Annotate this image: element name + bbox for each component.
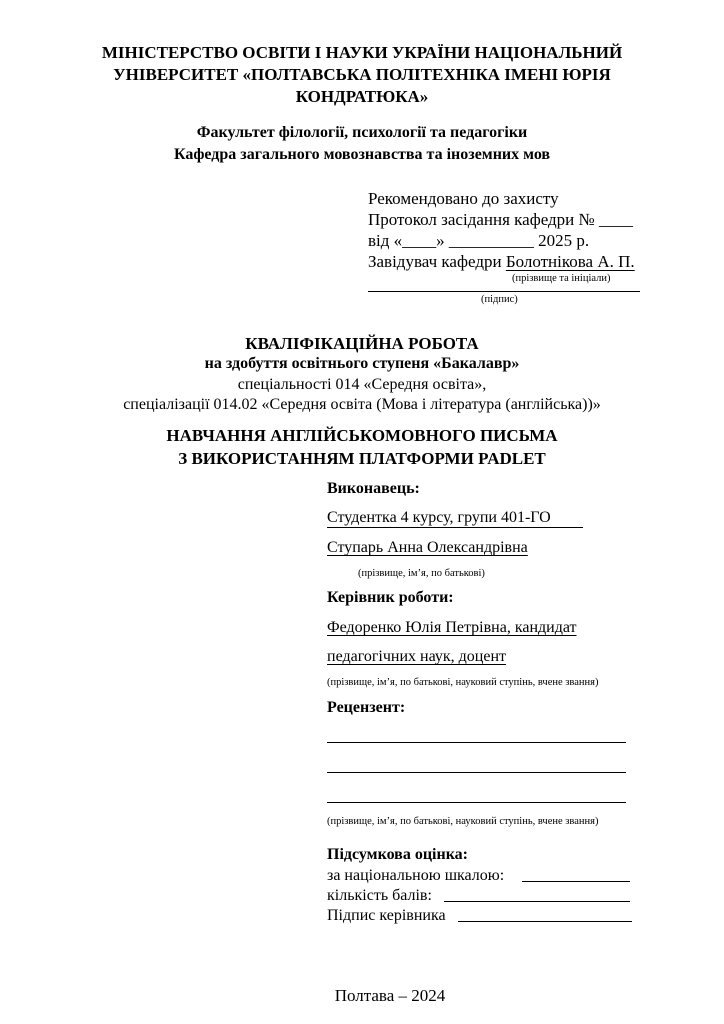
signature-line (368, 291, 640, 292)
specialization: спеціалізації 014.02 «Середня освіта (Мова і література (англійська))» (123, 396, 601, 413)
head-of-department (368, 253, 635, 270)
department: Кафедра загального мовознавства та іноземних мов (173, 146, 551, 163)
grade-points-line (444, 901, 630, 902)
performer-group: Студентка 4 курсу, групи 401-ГО (327, 509, 551, 526)
performer-group-underline (327, 527, 583, 528)
grade-signature-line (458, 921, 632, 922)
work-type: КВАЛІФІКАЦІЙНА РОБОТА (245, 334, 479, 353)
ministry-line-2: УНІВЕРСИТЕТ «ПОЛТАВСЬКА ПОЛІТЕХНІКА ІМЕНІ ЮРІЯ (113, 65, 611, 84)
protocol-text: Протокол засідання кафедри № ____ (368, 210, 634, 229)
head-name: Болотнікова А. П. (505, 252, 635, 271)
topic-line-2: З ВИКОРИСТАННЯМ ПЛАТФОРМИ PADLET (178, 449, 546, 468)
reviewer-line-2 (327, 772, 626, 773)
head-caption: (прізвище та ініціали) (512, 273, 611, 284)
supervisor-line-1: Федоренко Юлія Петрівна, кандидат (327, 619, 577, 636)
faculty: Факультет філології, психології та педагогіки (196, 124, 528, 141)
grade-signature: Підпис керівника (327, 907, 446, 924)
grade-label: Підсумкова оцінка: (327, 846, 468, 863)
supervisor-caption: (прізвище, ім’я, по батькові, науковий ступінь, вчене звання) (327, 677, 599, 688)
specialty: спеціальності 014 «Середня освіта», (237, 376, 487, 393)
grade-national-line (522, 881, 630, 882)
ministry-line-3: КОНДРАТЮКА» (295, 87, 429, 106)
performer-name: Ступарь Анна Олександрівна (327, 539, 528, 556)
performer-caption: (прізвище, ім’я, по батькові) (358, 568, 485, 579)
supervisor-line-2: педагогічних наук, доцент (327, 648, 507, 665)
performer-label: Виконавець: (327, 480, 420, 497)
city-year: Полтава – 2024 (334, 986, 446, 1005)
recommended-text: Рекомендовано до захисту (368, 189, 559, 208)
supervisor-label: Керівник роботи: (327, 589, 454, 606)
reviewer-label: Рецензент: (327, 699, 406, 716)
reviewer-line-1 (327, 742, 626, 743)
grade-national: за національною шкалою: (327, 867, 505, 884)
reviewer-caption: (прізвище, ім’я, по батькові, науковий ступінь, вчене звання) (327, 816, 599, 827)
degree: на здобуття освітнього ступеня «Бакалавр» (204, 355, 520, 372)
date-text: від «____» __________ 2025 р. (368, 231, 590, 250)
topic-line-1: НАВЧАННЯ АНГЛІЙСЬКОМОВНОГО ПИСЬМА (166, 426, 558, 445)
grade-points: кількість балів: (327, 887, 432, 904)
head-label: Завідувач кафедри (368, 252, 506, 271)
reviewer-line-3 (327, 802, 626, 803)
ministry-line-1: МІНІСТЕРСТВО ОСВІТИ І НАУКИ УКРАЇНИ НАЦІОНАЛЬНИЙ (101, 43, 623, 62)
signature-caption: (підпис) (481, 294, 518, 305)
